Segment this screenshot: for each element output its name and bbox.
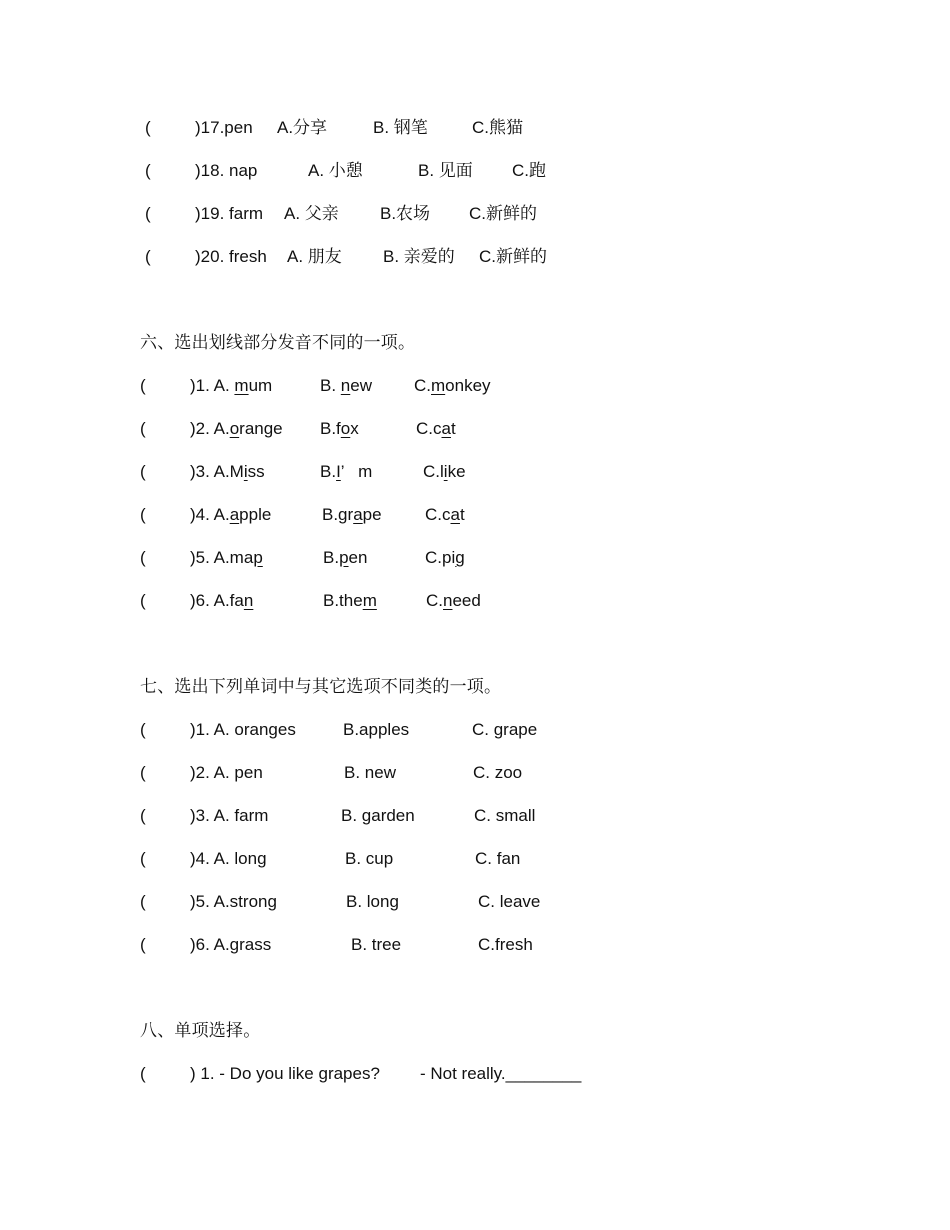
- option-c: C.熊猫: [472, 118, 523, 137]
- underlined-letter: g: [455, 548, 465, 567]
- option-c: C. zoo: [473, 763, 523, 782]
- option-a: A. 父亲: [284, 204, 339, 223]
- option-c: C.need: [426, 591, 481, 610]
- option-c: C. grape: [472, 720, 538, 739]
- underlined-letter: n: [243, 591, 254, 610]
- question-stem: ) 1. - Do you like grapes?: [190, 1064, 380, 1083]
- question-stem: )2. A. pen: [190, 763, 263, 782]
- answer-paren: (: [145, 161, 151, 180]
- answer-paren: (: [140, 763, 146, 782]
- option-b: B. long: [346, 892, 399, 911]
- option-b: B. new: [344, 763, 396, 782]
- option-b: B. garden: [341, 806, 415, 825]
- answer-paren: (: [145, 118, 151, 137]
- option-b: B. new: [320, 376, 372, 395]
- option-c: C. fan: [475, 849, 521, 868]
- option-b: B.them: [323, 591, 377, 610]
- option-c: C.fresh: [478, 935, 533, 954]
- underlined-letter: i: [443, 462, 448, 481]
- underlined-letter: i: [243, 462, 248, 481]
- answer-blank: - Not really.________: [420, 1064, 582, 1083]
- section-6-heading: 六、选出划线部分发音不同的一项。: [140, 333, 416, 352]
- answer-paren: (: [140, 419, 146, 438]
- answer-paren: (: [140, 892, 146, 911]
- option-c: C. leave: [478, 892, 541, 911]
- underlined-letter: I: [336, 462, 341, 481]
- underlined-letter: a: [441, 419, 451, 438]
- answer-paren: (: [140, 505, 146, 524]
- question-stem: )6. A.grass: [190, 935, 272, 954]
- option-b: B.农场: [380, 204, 431, 223]
- option-c: C.like: [423, 462, 466, 481]
- option-b: B. 见面: [418, 161, 473, 180]
- answer-paren: (: [140, 591, 146, 610]
- underlined-letter: o: [229, 419, 240, 438]
- underlined-letter: m: [362, 591, 377, 610]
- option-a: A. 小憩: [308, 161, 363, 180]
- option-a: A.分享: [277, 118, 328, 137]
- question-stem-with-option-a: )6. A.fan: [190, 591, 254, 610]
- underlined-letter: a: [229, 505, 240, 524]
- answer-paren: (: [140, 806, 146, 825]
- answer-paren: (: [140, 1064, 146, 1083]
- option-c: C.monkey: [414, 376, 491, 395]
- underlined-letter: a: [450, 505, 460, 524]
- option-b: B. cup: [345, 849, 394, 868]
- question-stem-with-option-a: )5. A.map: [190, 548, 263, 567]
- answer-paren: (: [140, 376, 146, 395]
- question-stem-with-option-a: )2. A.orange: [190, 419, 283, 438]
- question-stem: )20. fresh: [195, 247, 267, 266]
- underlined-letter: p: [339, 548, 349, 567]
- option-c: C.pig: [425, 548, 465, 567]
- underlined-letter: m: [431, 376, 446, 395]
- question-stem: )1. A. oranges: [190, 720, 296, 739]
- option-c: C.跑: [512, 161, 546, 180]
- option-a: A. 朋友: [287, 247, 342, 266]
- option-b: B.I’ m: [320, 462, 373, 481]
- underlined-letter: a: [353, 505, 363, 524]
- question-stem: )3. A. farm: [190, 806, 269, 825]
- option-c: C.新鲜的: [479, 247, 547, 266]
- answer-paren: (: [145, 247, 151, 266]
- answer-paren: (: [140, 935, 146, 954]
- question-stem: )17.pen: [195, 118, 253, 137]
- question-stem: )18. nap: [195, 161, 258, 180]
- answer-paren: (: [140, 720, 146, 739]
- question-stem-with-option-a: )1. A. mum: [190, 376, 273, 395]
- underlined-letter: n: [340, 376, 351, 395]
- question-stem: )4. A. long: [190, 849, 267, 868]
- section-7-heading: 七、选出下列单词中与其它选项不同类的一项。: [140, 677, 502, 696]
- answer-paren: (: [140, 849, 146, 868]
- option-b: B.pen: [323, 548, 368, 567]
- option-c: C.cat: [416, 419, 456, 438]
- question-stem: )5. A.strong: [190, 892, 277, 911]
- option-b: B.fox: [320, 419, 359, 438]
- option-b: B. tree: [351, 935, 402, 954]
- section-8-heading: 八、单项选择。: [140, 1021, 261, 1040]
- underlined-letter: o: [340, 419, 351, 438]
- answer-paren: (: [140, 462, 146, 481]
- question-stem-with-option-a: )3. A.Miss: [190, 462, 265, 481]
- underlined-letter: m: [234, 376, 249, 395]
- option-c: C.cat: [425, 505, 465, 524]
- option-c: C. small: [474, 806, 536, 825]
- option-b: B. 亲爱的: [383, 247, 455, 266]
- option-b: B.grape: [322, 505, 382, 524]
- answer-paren: (: [145, 204, 151, 223]
- question-stem: )19. farm: [195, 204, 264, 223]
- option-c: C.新鲜的: [469, 204, 537, 223]
- option-b: B.apples: [343, 720, 410, 739]
- question-stem-with-option-a: )4. A.apple: [190, 505, 272, 524]
- answer-paren: (: [140, 548, 146, 567]
- underlined-letter: n: [443, 591, 453, 610]
- underlined-letter: p: [253, 548, 263, 567]
- option-b: B. 钢笔: [373, 118, 428, 137]
